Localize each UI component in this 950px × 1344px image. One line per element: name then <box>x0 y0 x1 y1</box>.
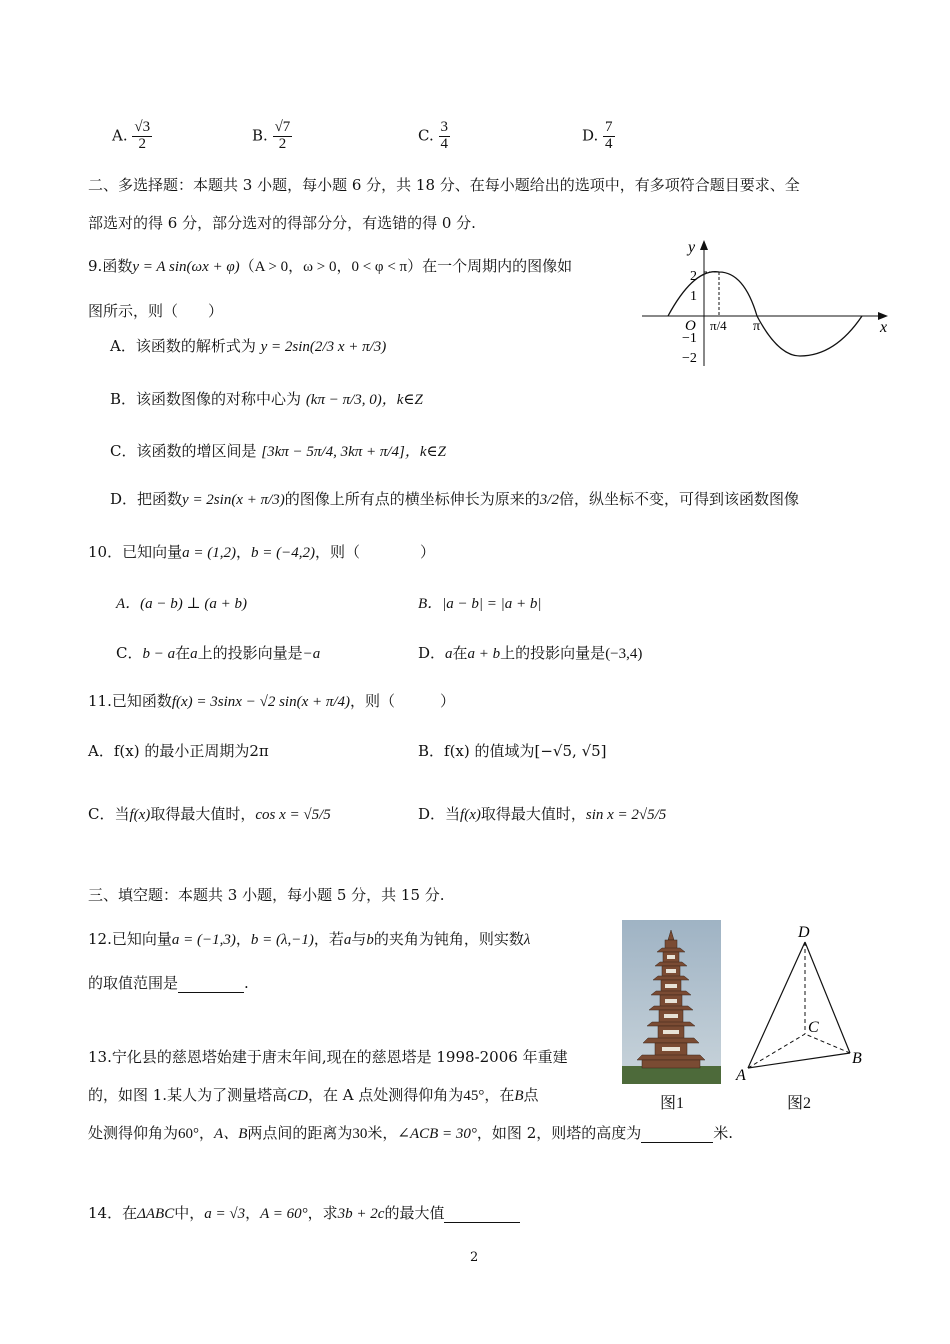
q13-point: B <box>514 1088 524 1104</box>
q11-option-b: B．f(x) 的值域为[−√5, √5] <box>418 742 607 760</box>
option-formula: [3kπ − 5π/4, 3kπ + π/4]，k∈Z <box>261 444 446 460</box>
option-formula: cos x = √5/5 <box>255 807 331 823</box>
q13-line2 <box>88 1084 539 1105</box>
q13-text: 米， <box>367 1124 398 1142</box>
q12-text: ，若 <box>313 930 344 948</box>
option-formula: (kπ − π/3, 0)，k∈Z <box>305 392 423 408</box>
q10-option-a: A．(a − b) ⊥ (a + b) <box>116 596 247 612</box>
q12-text: 的取值范围是 <box>88 974 179 992</box>
vector-a: a = (1,2) <box>182 545 236 561</box>
figure2-caption: 图2 <box>787 1095 812 1112</box>
q8-option-a <box>112 120 152 153</box>
x-tick-pi: π <box>753 319 761 334</box>
option-text: 上的投影向量是 <box>197 644 303 662</box>
option-text: D．当 <box>418 805 461 823</box>
option-formula: sin x = 2√5/5 <box>585 807 667 823</box>
answer-blank[interactable] <box>641 1124 713 1143</box>
q13-text: 两点间的距离为 <box>247 1124 353 1142</box>
vector-b: b = (−4,2) <box>250 545 315 561</box>
option-fraction: $\frac{√3}{2}$ <box>134 119 151 152</box>
q10-text: ，则（ ） <box>314 543 435 561</box>
option-formula: y = 2sin(2/3 x + π/3) <box>260 339 387 355</box>
option-text: 取得最大值时， <box>150 805 256 823</box>
q11-text: 11.已知函数 <box>88 692 172 710</box>
y-tick-2: 2 <box>690 269 697 284</box>
q12-line2 <box>88 972 249 993</box>
option-text: 上的投影向量是 <box>500 644 606 662</box>
q11-text: ，则（ ） <box>350 692 456 710</box>
option-text: C．当 <box>88 805 130 823</box>
q13-text: ， <box>199 1124 215 1142</box>
option-text: C．该函数的增区间是 <box>110 442 257 460</box>
option-text: 倍，纵坐标不变，可得到该函数图像 <box>558 490 799 508</box>
option-text: B．该函数图像的对称中心为 <box>110 390 302 408</box>
q9-option-a <box>110 335 386 356</box>
q10-option-c: C．b − a在a上的投影向量是−a <box>116 644 321 662</box>
option-fraction: 3/2 <box>539 492 559 508</box>
q12-text: . <box>244 974 249 992</box>
q12-text: 的夹角为钝角，则实数 <box>373 930 524 948</box>
lambda-symbol: λ <box>523 932 531 948</box>
option-formula: b − a <box>142 646 176 662</box>
q14-triangle: ΔABC <box>137 1206 175 1222</box>
q9-number: 9. <box>88 257 103 275</box>
q9-option-c <box>110 440 446 461</box>
option-text: 的图像上所有点的横坐标伸长为原来的 <box>284 490 540 508</box>
q13-angle: ∠ACB = 30° <box>397 1126 477 1142</box>
option-formula: (−3,4) <box>605 646 643 662</box>
y-tick-neg1: −1 <box>682 331 697 346</box>
sine-graph <box>640 238 900 370</box>
section2-line2: 部选对的得 6 分，部分选对的得部分分，有选错的得 0 分. <box>88 214 476 232</box>
figure1-caption: 图1 <box>660 1095 685 1112</box>
option-fraction: $\frac{3}{4}$ <box>440 119 448 152</box>
pagoda-photo <box>622 920 721 1084</box>
q12-text: 与 <box>351 930 367 948</box>
q13-angle: 60° <box>178 1126 200 1142</box>
option-text: D．把函数 <box>110 490 183 508</box>
y-axis-label: y <box>688 239 696 256</box>
q10-option-d: D．a在a + b上的投影向量是(−3,4) <box>418 644 643 662</box>
q14-text: 中， <box>174 1204 205 1222</box>
option-text: A．该函数的解析式为 <box>110 337 256 355</box>
y-tick-neg2: −2 <box>682 351 697 366</box>
option-letter: B. <box>252 126 268 145</box>
option-text: 在 <box>175 644 191 662</box>
q9-condition: （A > 0，ω > 0，0 < φ < π） <box>239 259 423 275</box>
option-letter: D． <box>418 644 446 662</box>
edge-DB <box>805 942 850 1053</box>
answer-blank[interactable] <box>178 974 244 993</box>
vector-a: a = (−1,3) <box>171 932 236 948</box>
q12-line1: 12.已知向量a = (−1,3)，b = (λ,−1)，若a与b的夹角为钝角，则实数λ <box>88 930 531 948</box>
q9-text: 函数 <box>102 257 133 275</box>
x-tick-pi-4: π/4 <box>710 318 727 333</box>
option-fraction: $\frac{7}{4}$ <box>605 119 613 152</box>
q8-option-d <box>582 120 615 153</box>
edge-DA <box>748 942 805 1068</box>
q13-distance: 30 <box>352 1126 368 1142</box>
option-text: 取得最大值时， <box>480 805 586 823</box>
q14-text: 的最大值 <box>384 1204 445 1222</box>
q10-stem: 10．已知向量a = (1,2)，b = (−4,2)，则（ ） <box>88 543 435 561</box>
q13-text: ，如图 2，则塔的高度为 <box>476 1124 642 1142</box>
q10-option-b: B．|a − b| = |a + b| <box>418 596 542 612</box>
edge-AB <box>748 1053 850 1068</box>
option-letter: A. <box>112 126 128 145</box>
option-text: 在 <box>452 644 468 662</box>
q14-stem: 14．在ΔABC中，a = √3，A = 60°，求3b + 2c的最大值 <box>88 1202 520 1223</box>
q11-option-c: C．当f(x)取得最大值时，cos x = √5/5 <box>88 805 331 823</box>
section3-header: 三、填空题：本题共 3 小题，每小题 5 分，共 15 分. <box>88 886 445 904</box>
q14-angle: A = 60° <box>260 1206 308 1222</box>
option-formula: y = 2sin(x + π/3) <box>182 492 285 508</box>
page-number: 2 <box>470 1250 479 1265</box>
x-axis-label: x <box>880 319 888 336</box>
answer-blank[interactable] <box>444 1204 520 1223</box>
option-letter: C． <box>116 644 143 662</box>
q9-text: 在一个周期内的图像如 <box>422 257 573 275</box>
point-C-label: C <box>808 1019 819 1036</box>
sine-curve <box>668 272 862 356</box>
edge-AC <box>748 1034 805 1068</box>
option-letter: C. <box>418 126 434 145</box>
q14-text: ，求 <box>307 1204 338 1222</box>
q11-formula: f(x) = 3sinx − √2 sin(x + π/4) <box>171 694 351 710</box>
origin-label: O <box>685 318 696 334</box>
q13-text: ，在 A 点处测得仰角为 <box>307 1086 464 1104</box>
q14-expression: 3b + 2c <box>337 1206 385 1222</box>
q13-text: 的，如图 1.某人为了测量塔高 <box>88 1086 288 1104</box>
q9-option-d <box>110 488 799 509</box>
option-fraction: $\frac{√7}{2}$ <box>274 119 291 152</box>
q14-side: a = √3 <box>204 1206 246 1222</box>
q10-text: 10．已知向量 <box>88 543 183 561</box>
q8-option-b <box>252 120 292 153</box>
q11-option-a: A．f(x) 的最小正周期为2π <box>88 742 269 760</box>
y-tick-1: 1 <box>690 289 697 304</box>
q13-text: 点 <box>523 1086 539 1104</box>
vector-b: b = (λ,−1) <box>250 932 314 948</box>
tetrahedron-diagram <box>730 920 870 1085</box>
q13-angle: 45° <box>463 1088 485 1104</box>
point-B-label: B <box>852 1050 862 1067</box>
q13-line1: 13.宁化县的慈恩塔始建于唐末年间,现在的慈恩塔是 1998-2006 年重建 <box>88 1048 568 1066</box>
q11-stem <box>88 690 455 711</box>
q13-points: A、B <box>214 1126 248 1142</box>
q9-formula: y = A sin(ωx + φ) <box>132 259 240 275</box>
q13-line3 <box>88 1122 733 1143</box>
q12-text: 12.已知向量 <box>88 930 172 948</box>
q13-text: 米. <box>713 1124 734 1142</box>
option-letter: D. <box>582 126 599 145</box>
y-axis-arrow <box>700 240 708 250</box>
q13-segment: CD <box>287 1088 308 1104</box>
q11-option-d: D．当f(x)取得最大值时，sin x = 2√5/5 <box>418 805 667 823</box>
q9-stem-line1 <box>88 255 572 276</box>
q14-text: 14．在 <box>88 1204 138 1222</box>
point-D-label: D <box>798 924 810 941</box>
q9-stem-line2: 图所示，则（ ） <box>88 302 224 320</box>
q9-option-b <box>110 388 423 409</box>
q13-text: ，在 <box>484 1086 515 1104</box>
section2-line1: 二、多选择题：本题共 3 小题，每小题 6 分，共 18 分、在每小题给出的选项中，有多项符合题目要求、全 <box>88 176 800 194</box>
point-A-label: A <box>736 1067 746 1084</box>
q8-option-c <box>418 120 450 153</box>
q13-text: 处测得仰角为 <box>88 1124 179 1142</box>
